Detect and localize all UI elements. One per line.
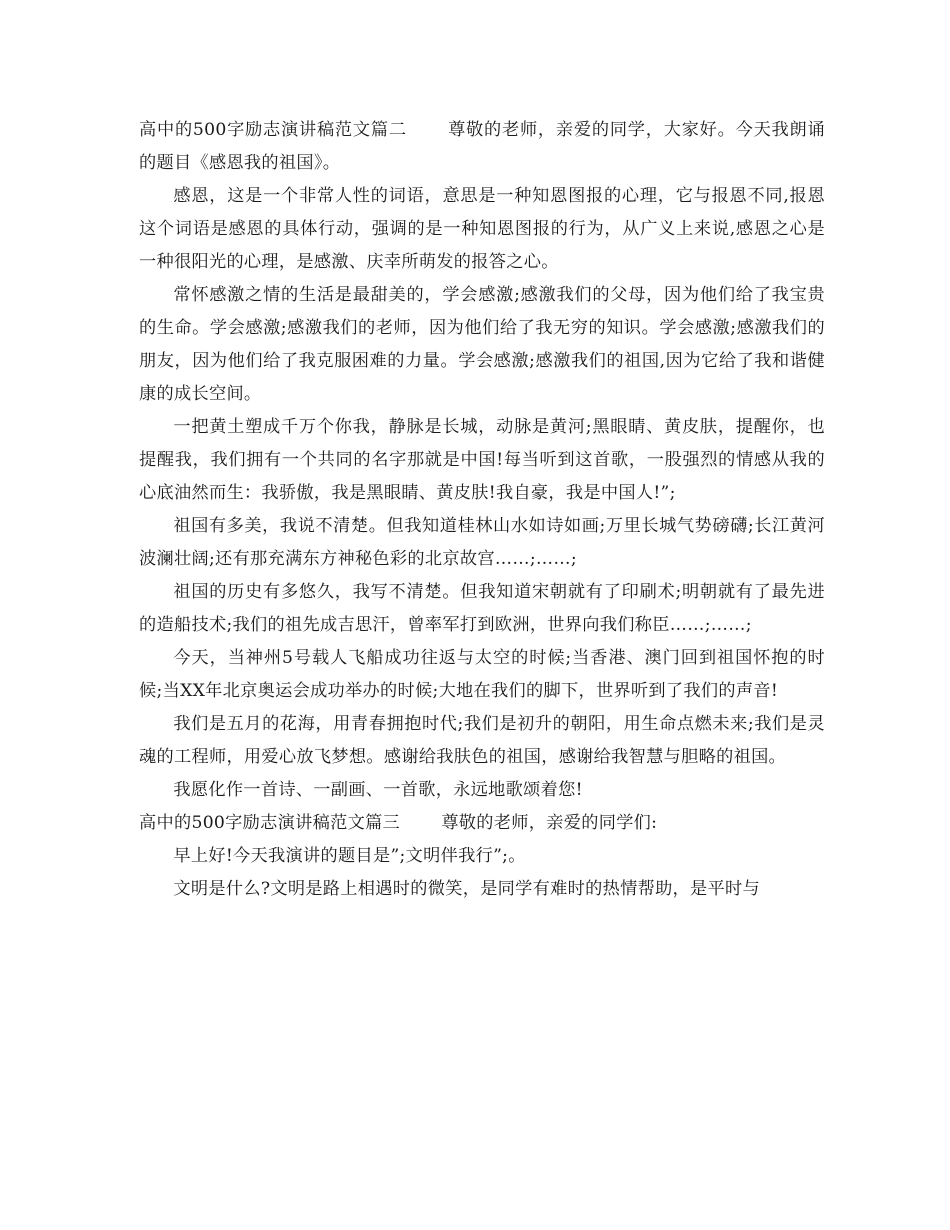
document-body: [139, 114, 825, 906]
paragraph: 我愿化作一首诗、一副画、一首歌，永远地歌颂着您!: [173, 780, 583, 800]
paragraph: 我们是五月的花海，用青春拥抱时代;我们是初升的朝阳，用生命点燃未来;我们是灵魂的工程师，用爱心放飞梦想。感谢给我肤色的祖国，感谢给我智慧与胆略的祖国。: [139, 714, 825, 767]
section-3-heading: [139, 807, 825, 840]
section-3-opening: 尊敬的老师，亲爱的同学们:: [441, 813, 658, 833]
paragraph: 一把黄土塑成千万个你我，静脉是长城，动脉是黄河;黑眼睛、黄皮肤，提醒你，也提醒我，我们拥有一个共同的名字那就是中国!每当听到这首歌，一股强烈的情感从我的心底油然而生：我骄傲，我是黑眼睛、黄皮肤!我自豪，我是中国人!”;: [139, 417, 825, 503]
section-2-opening: 尊敬的老师，亲爱的同学，大家好。今天我朗诵的题目《感恩我的祖国》。: [139, 120, 825, 173]
paragraph: 感恩，这是一个非常人性的词语，意思是一种知恩图报的心理，它与报恩不同,报恩这个词语是感恩的具体行动，强调的是一种知恩图报的行为，从广义上来说,感恩之心是一种很阳光的心理，是感激、庆幸所萌发的报答之心。: [139, 186, 825, 272]
section-2-heading: [139, 114, 825, 180]
paragraph: 祖国有多美，我说不清楚。但我知道桂林山水如诗如画;万里长城气势磅礴;长江黄河波澜壮阔;还有那充满东方神秘色彩的北京故宫……;……;: [139, 516, 825, 569]
paragraph: 今天，当神州5号载人飞船成功往返与太空的时候;当香港、澳门回到祖国怀抱的时候;当XX年北京奥运会成功举办的时候;大地在我们的脚下，世界听到了我们的声音!: [139, 648, 825, 701]
paragraph: 早上好!今天我演讲的题目是”;文明伴我行”;。: [173, 846, 526, 866]
section-3-title: 高中的500字励志演讲稿范文篇三: [139, 813, 401, 833]
paragraph: 常怀感激之情的生活是最甜美的，学会感激;感激我们的父母，因为他们给了我宝贵的生命。学会感激;感激我们的老师，因为他们给了我无穷的知识。学会感激;感激我们的朋友，因为他们给了我克服困难的力量。学会感激;感激我们的祖国,因为它给了我和谐健康的成长空间。: [139, 285, 825, 404]
section-2-title: 高中的500字励志演讲稿范文篇二: [139, 120, 407, 140]
paragraph: 祖国的历史有多悠久，我写不清楚。但我知道宋朝就有了印刷术;明朝就有了最先进的造船技术;我们的祖先成吉思汗，曾率军打到欧洲，世界向我们称臣……;……;: [139, 582, 825, 635]
paragraph: 文明是什么?文明是路上相遇时的微笑，是同学有难时的热情帮助，是平时与: [173, 879, 760, 899]
